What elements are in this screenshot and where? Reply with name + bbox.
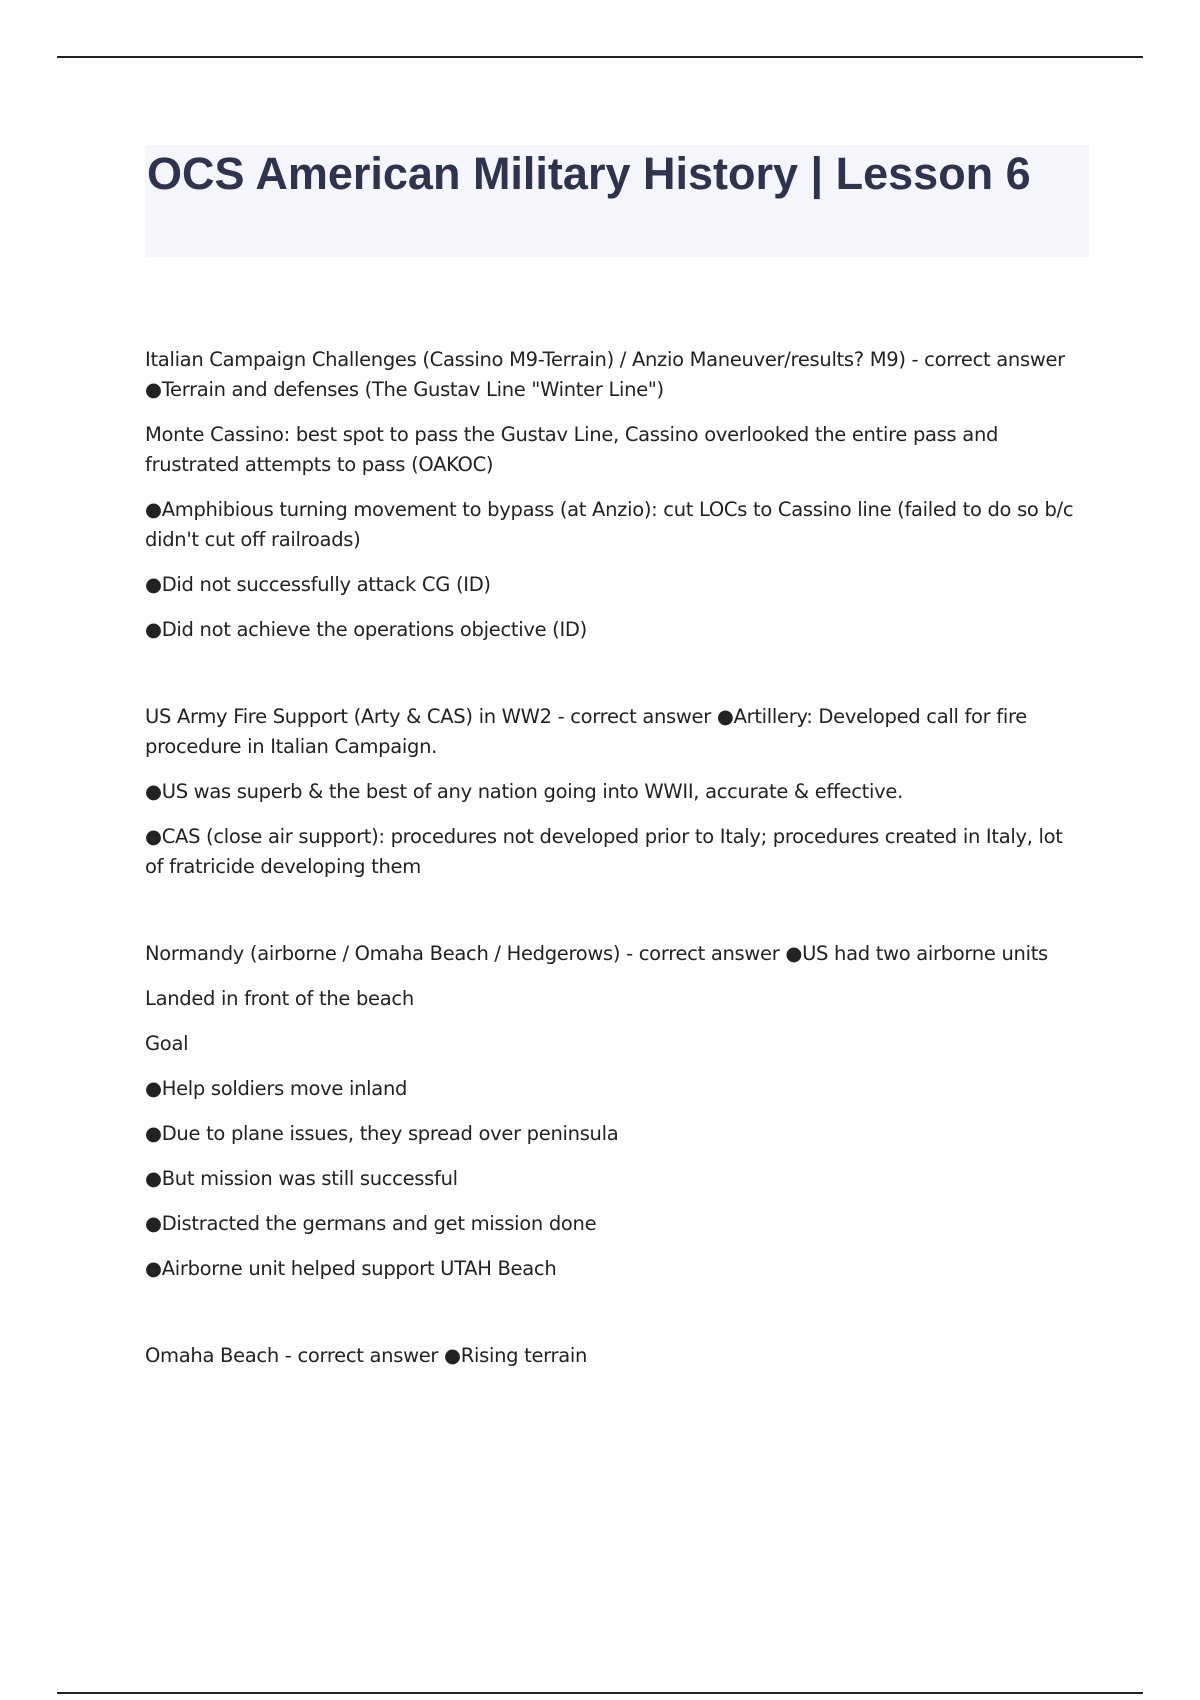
qa-entry-fire-support	[145, 702, 1085, 882]
entry-paragraph: ●Distracted the germans and get mission done	[145, 1212, 597, 1235]
entry-paragraph: ●Airborne unit helped support UTAH Beach	[145, 1257, 557, 1280]
header-rule	[57, 56, 1143, 58]
entry-paragraph: ●CAS (close air support): procedures not developed prior to Italy; procedures created in Italy, lot of fratricide developing them	[145, 825, 1063, 878]
qa-entry-italian-campaign	[145, 345, 1085, 645]
qa-entry-omaha-beach	[145, 1341, 1085, 1371]
entry-paragraph: US Army Fire Support (Arty & CAS) in WW2 - correct answer ●Artillery: Developed call for fire procedure in Italian Campaign.	[145, 705, 1027, 758]
entry-paragraph: Italian Campaign Challenges (Cassino M9-Terrain) / Anzio Maneuver/results? M9) - correct answer ●Terrain and defenses (The Gustav Line "Winter Line")	[145, 348, 1065, 401]
entry-paragraph: Landed in front of the beach	[145, 987, 414, 1010]
qa-entry-normandy	[145, 939, 1085, 1284]
document-title: OCS American Military History | Lesson 6	[147, 148, 1031, 199]
entry-paragraph: ●Did not successfully attack CG (ID)	[145, 573, 491, 596]
entry-paragraph: ●Help soldiers move inland	[145, 1077, 408, 1100]
entry-paragraph: ●US was superb & the best of any nation going into WWII, accurate & effective.	[145, 780, 903, 803]
entry-paragraph: Normandy (airborne / Omaha Beach / Hedgerows) - correct answer ●US had two airborne units	[145, 942, 1048, 965]
entry-paragraph: Goal	[145, 1032, 189, 1055]
entry-paragraph: Omaha Beach - correct answer ●Rising terrain	[145, 1344, 588, 1367]
document-body	[145, 345, 1085, 1386]
footer-rule	[57, 1692, 1143, 1694]
entry-paragraph: ●Did not achieve the operations objective (ID)	[145, 618, 587, 641]
entry-paragraph: ●Due to plane issues, they spread over peninsula	[145, 1122, 619, 1145]
title-banner	[145, 145, 1089, 257]
entry-paragraph: Monte Cassino: best spot to pass the Gustav Line, Cassino overlooked the entire pass and frustrated attempts to pass (OAKOC)	[145, 423, 999, 476]
entry-paragraph: ●Amphibious turning movement to bypass (at Anzio): cut LOCs to Cassino line (failed to do so b/c didn't cut off railroads)	[145, 498, 1074, 551]
entry-paragraph: ●But mission was still successful	[145, 1167, 458, 1190]
